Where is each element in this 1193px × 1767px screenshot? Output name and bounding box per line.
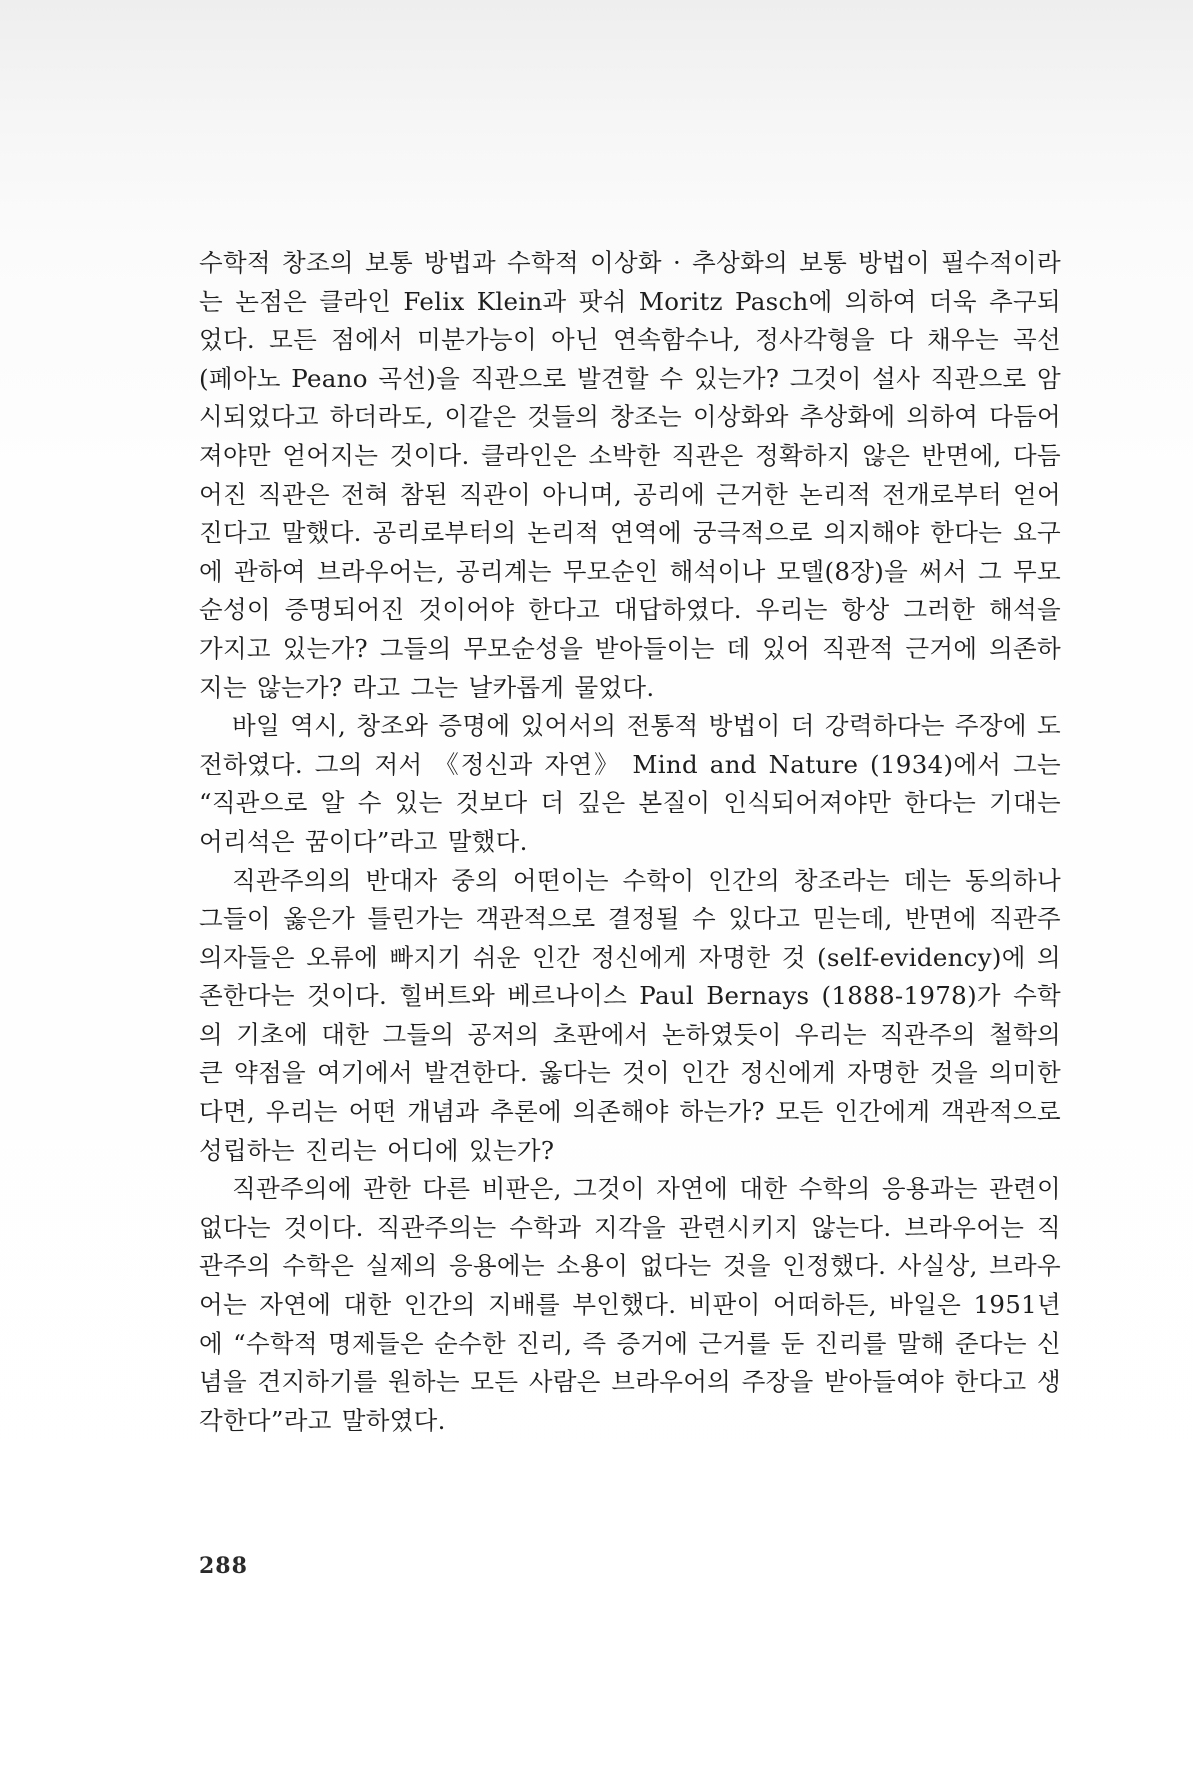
page-number: 288 bbox=[199, 1553, 248, 1579]
paragraph-2: 바일 역시, 창조와 증명에 있어서의 전통적 방법이 더 강력하다는 주장에 도전하였다. 그의 저서 《정신과 자연》 Mind and Nature (1934)에서 그는 “직관으로 알 수 있는 것보다 더 깊은 본질이 인식되어져야만 한다는 기대는 어리석은 꿈이다”라고 말했다. bbox=[199, 711, 1061, 856]
paragraph-1: 수학적 창조의 보통 방법과 수학적 이상화 · 추상화의 보통 방법이 필수적이라는 논점은 클라인 Felix Klein과 팟쉬 Moritz Pasch에 의하여 더욱 추구되었다. 모든 점에서 미분가능이 아닌 연속함수나, 정사각형을 다 채우는 곡선 (페아노 Peano 곡선)을 직관으로 발견할 수 있는가? 그것이 설사 직관으로 암시되었다고 하더라도, 이같은 것들의 창조는 이상화와 추상화에 의하여 다듬어져야만 얻어지는 것이다. 클라인은 소박한 직관은 정확하지 않은 반면에, 다듬어진 직관은 전혀 참된 직관이 아니며, 공리에 근거한 논리적 전개로부터 얻어진다고 말했다. 공리로부터의 논리적 연역에 궁극적으로 의지해야 한다는 요구에 관하여 브라우어는, 공리계는 무모순인 해석이나 모델(8장)을 써서 그 무모순성이 증명되어진 것이어야 한다고 대답하였다. 우리는 항상 그러한 해석을 가지고 있는가? 그들의 무모순성을 받아들이는 데 있어 직관적 근거에 의존하지는 않는가? 라고 그는 날카롭게 물었다. bbox=[199, 248, 1061, 702]
paragraph-3: 직관주의의 반대자 중의 어떤이는 수학이 인간의 창조라는 데는 동의하나 그들이 옳은가 틀린가는 객관적으로 결정될 수 있다고 믿는데, 반면에 직관주의자들은 오류에 빠지기 쉬운 인간 정신에게 자명한 것 (self-evidency)에 의존한다는 것이다. 힐버트와 베르나이스 Paul Bernays (1888-1978)가 수학의 기초에 대한 그들의 공저의 초판에서 논하였듯이 우리는 직관주의 철학의 큰 약점을 여기에서 발견한다. 옳다는 것이 인간 정신에게 자명한 것을 의미한다면, 우리는 어떤 개념과 추론에 의존해야 하는가? 모든 인간에게 객관적으로 성립하는 진리는 어디에 있는가? bbox=[199, 865, 1061, 1165]
paragraph-4: 직관주의에 관한 다른 비판은, 그것이 자연에 대한 수학의 응용과는 관련이 없다는 것이다. 직관주의는 수학과 지각을 관련시키지 않는다. 브라우어는 직관주의 수학은 실제의 응용에는 소용이 없다는 것을 인정했다. 사실상, 브라우어는 자연에 대한 인간의 지배를 부인했다. 비판이 어떠하든, 바일은 1951년에 “수학적 명제들은 순수한 진리, 즉 증거에 근거를 둔 진리를 말해 준다는 신념을 견지하기를 원하는 모든 사람은 브라우어의 주장을 받아들여야 한다고 생각한다”라고 말하였다. bbox=[199, 1174, 1061, 1435]
body-text bbox=[199, 244, 1061, 1440]
